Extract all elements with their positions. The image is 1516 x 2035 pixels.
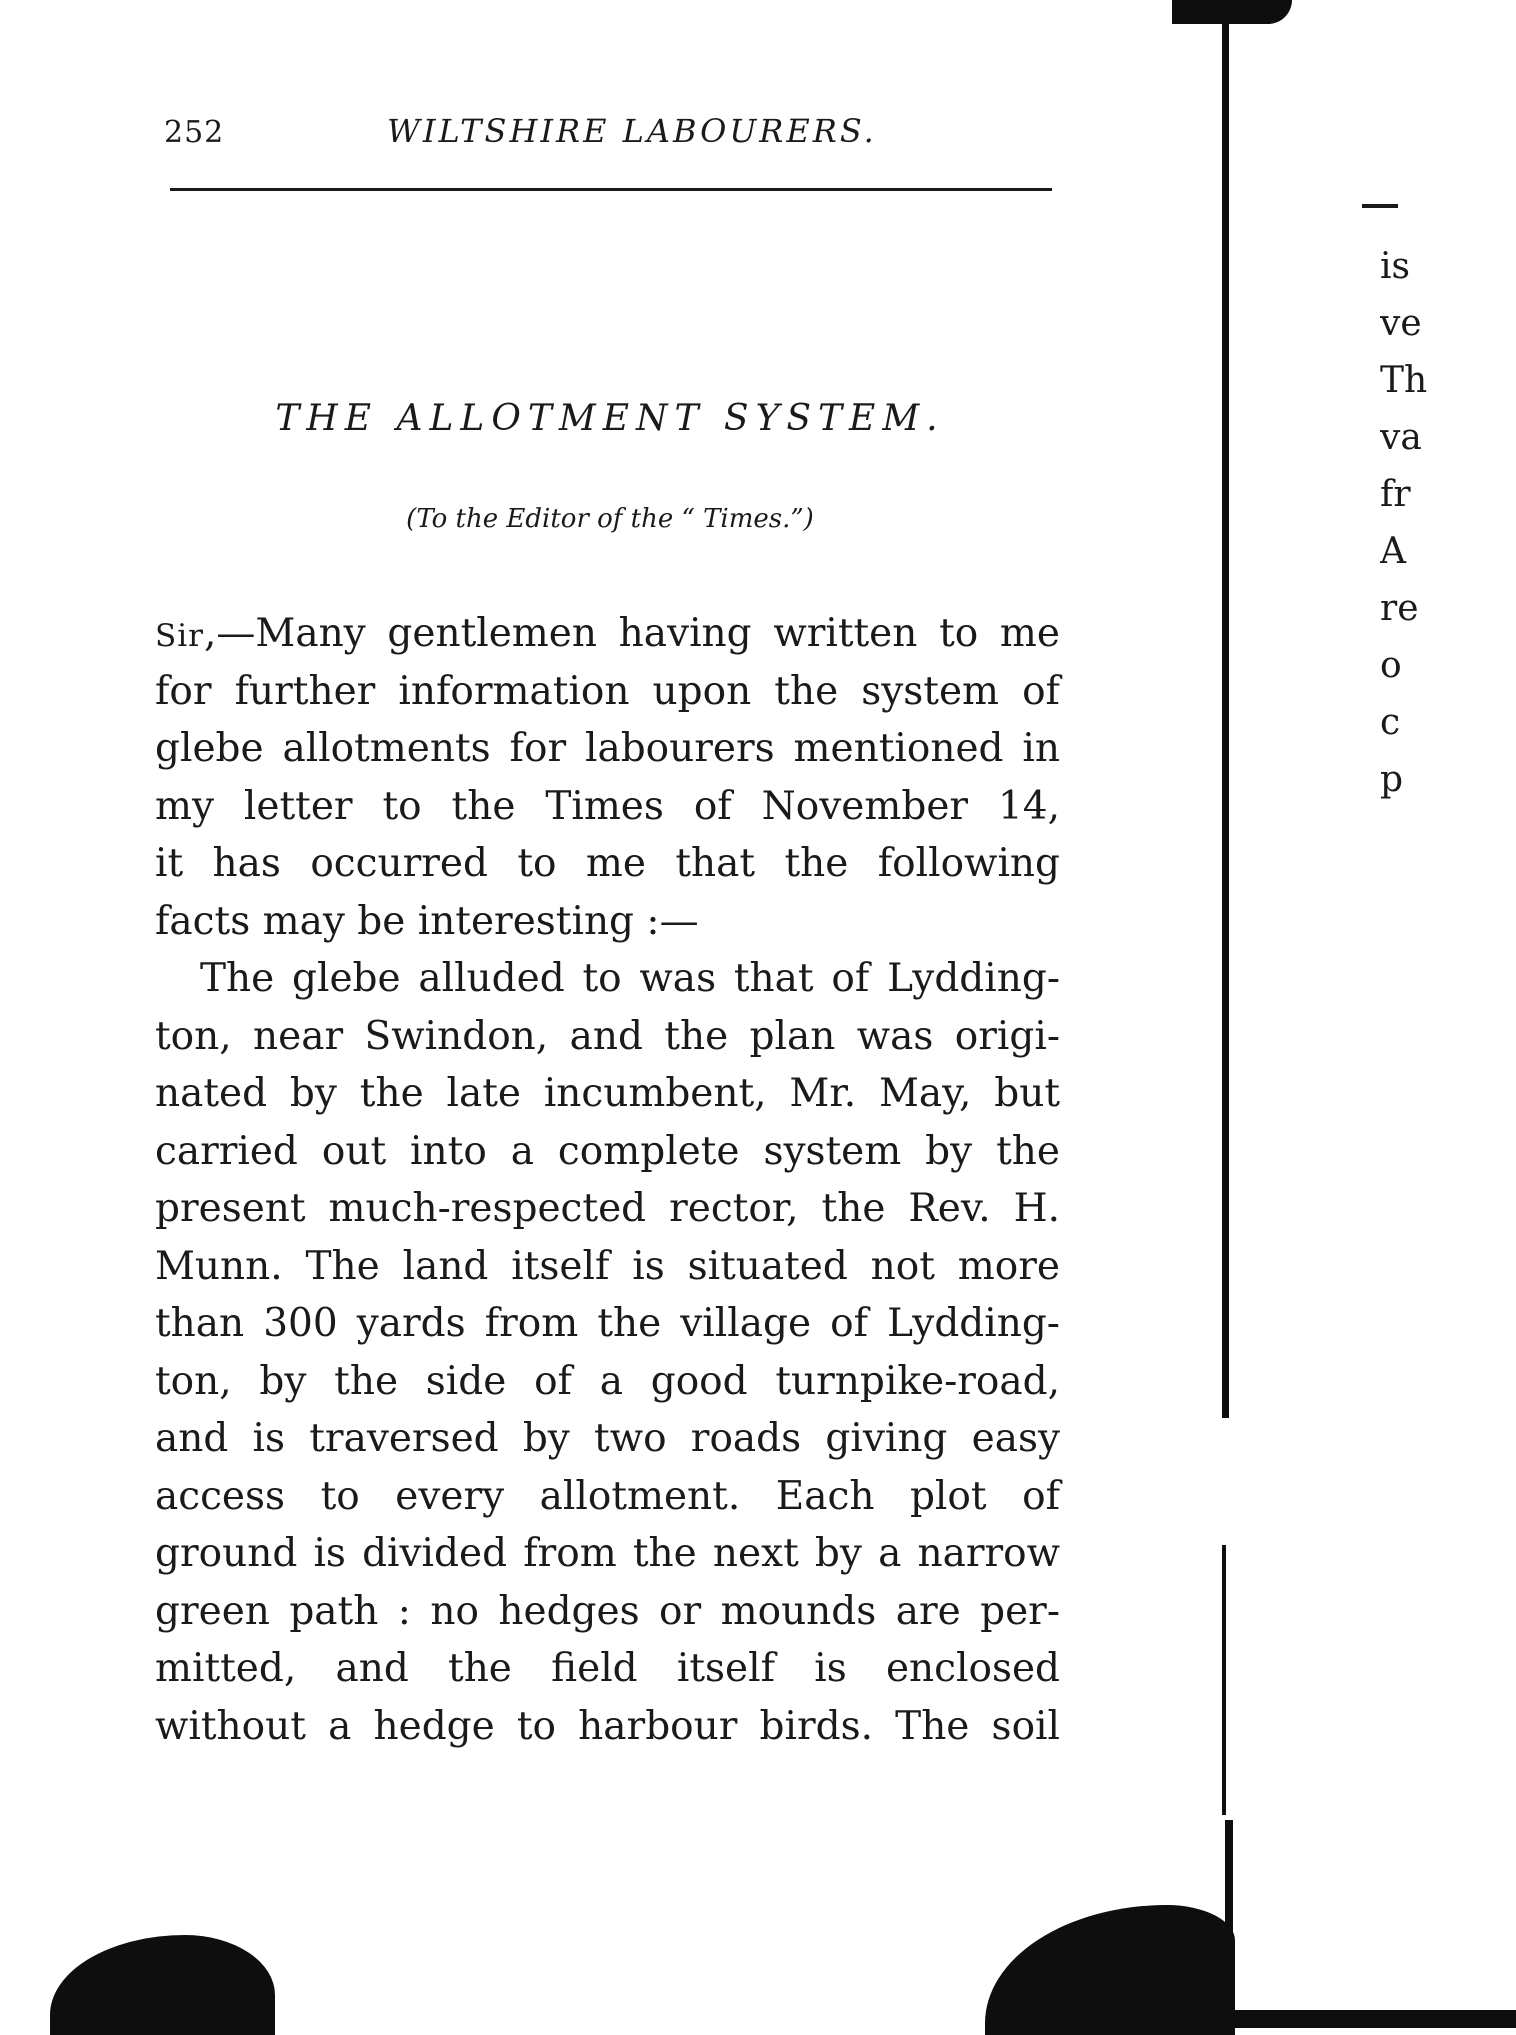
body-line: access to every allotment. Each plot of — [155, 1473, 1060, 1519]
article-title: THE ALLOTMENT SYSTEM. — [275, 398, 945, 439]
facing-page-fragment: c — [1380, 702, 1401, 743]
facing-page-fragment: Th — [1380, 360, 1428, 401]
body-line: carried out into a complete system by the — [155, 1128, 1060, 1174]
body-line: mitted, and the field itself is enclosed — [155, 1646, 1060, 1691]
body-line: and is traversed by two roads giving easy — [155, 1416, 1060, 1461]
body-line: nated by the late incumbent, Mr. May, but — [155, 1071, 1060, 1116]
body-line: facts may be interesting :— — [155, 898, 699, 944]
facing-page-fragment: re — [1380, 588, 1419, 629]
scan-blotch — [50, 1935, 275, 2035]
article-body — [155, 605, 1060, 1755]
facing-page-fragments — [1380, 238, 1510, 808]
facing-page-fragment: p — [1380, 759, 1404, 800]
body-line: without a hedge to harbour birds. The soil — [155, 1703, 1060, 1749]
body-line: glebe allotments for labourers mentioned in — [155, 726, 1060, 771]
article-subtitle: (To the Editor of the “ Times.”) — [406, 504, 814, 534]
salutation-small-caps: Sir — [155, 618, 204, 654]
facing-page-fragment: A — [1380, 531, 1406, 572]
body-line: for further information upon the system of — [155, 668, 1060, 714]
scan-blotch — [985, 1905, 1235, 2035]
facing-page-fragment: fr — [1380, 474, 1411, 515]
facing-page-fragment: is — [1380, 246, 1410, 287]
page-number: 252 — [164, 115, 225, 150]
body-line: Sir,—Many gentlemen having written to me — [155, 611, 1060, 656]
gutter-line — [1222, 1545, 1226, 1815]
facing-page-fragment: ve — [1380, 303, 1422, 344]
binding-shadow-bottom — [1230, 2010, 1516, 2028]
binding-shadow-top — [1172, 0, 1292, 24]
header-rule — [170, 188, 1052, 191]
body-line: ton, by the side of a good turnpike-road, — [155, 1358, 1060, 1404]
body-line: green path : no hedges or mounds are per- — [155, 1588, 1060, 1634]
facing-page-fragment: o — [1380, 645, 1402, 686]
body-line: it has occurred to me that the following — [155, 841, 1060, 886]
body-line: ton, near Swindon, and the plan was origi- — [155, 1013, 1060, 1059]
facing-page-dash — [1362, 204, 1398, 208]
body-line: my letter to the Times of November 14, — [155, 783, 1060, 829]
body-line: present much-respected rector, the Rev. H. — [155, 1186, 1060, 1231]
gutter-line — [1222, 18, 1229, 1418]
body-line: Munn. The land itself is situated not more — [155, 1243, 1060, 1289]
body-line: The glebe alluded to was that of Lydding- — [200, 956, 1060, 1001]
facing-page-fragment: va — [1380, 417, 1422, 458]
body-line: than 300 yards from the village of Lydding- — [155, 1301, 1060, 1346]
running-title: WILTSHIRE LABOURERS. — [387, 112, 877, 150]
body-line: ground is divided from the next by a narrow — [155, 1531, 1060, 1576]
